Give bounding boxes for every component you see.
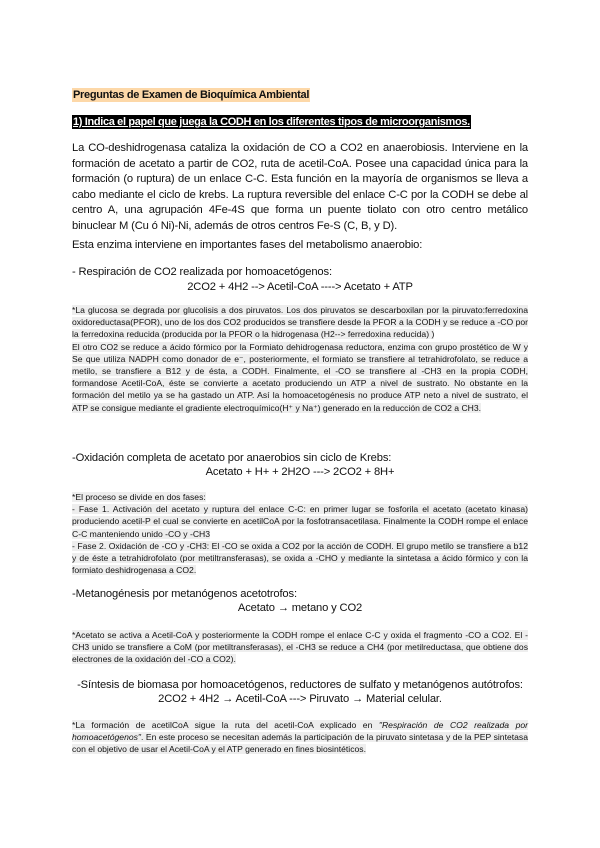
note-sintesis	[72, 719, 528, 756]
phases-intro: Esta enzima interviene en importantes fases del metabolismo anaerobio:	[72, 239, 423, 251]
equation-oxidacion: Acetato + H+ + 2H2O ---> 2CO2 + 8H+	[205, 466, 395, 478]
intro-paragraph: La CO-deshidrogenasa cataliza la oxidación de CO a CO2 en anaerobiosis. Interviene en la formación de acetato a partir de CO2, ruta de acetil-CoA. Posee una capacidad única para la formación (o ruptura) de un enlace C-C. Esta función en la mayoría de organismos se lleva a cabo mediante el ciclo de krebs. La ruptura reversible del enlace C-C por la CODH se debe al centro A, una agrupación 4Fe-4S que forma un puente tiolato con otro centro metálico binuclear M (Cu ó Ni)-Ni, además de otros centros Fe-S (C, B, y D).	[72, 142, 528, 232]
note-text: *La glucosa se degrada por glucolisis a dos piruvatos. Los dos piruvatos se descarboxilan por la piruvato:ferredoxina oxidoreductasa(PFOR), uno de los dos CO2 producidos se transfiere desde la PFOR a la CODH y se reduce a -CO por la ferredoxina reducida (producida por la PFOR o la hidrogenasa (H2--> ferredoxina reducida) )	[72, 305, 528, 340]
note-text: *La formación de acetilCoA sigue la ruta del acetil-CoA explicado en	[72, 720, 379, 730]
document-title: Preguntas de Examen de Bioquímica Ambiental	[73, 89, 310, 101]
section-heading-respiracion: - Respiración de CO2 realizada por homoacetógenos:	[72, 266, 332, 278]
equation-sintesis: 2CO2 + 4H2 → Acetil-CoA ---> Piruvato → Material celular.	[158, 693, 442, 705]
note-reference: "Respiración de CO2 realizada por homoacetógenos"	[72, 720, 528, 743]
note-text: *Acetato se activa a Acetil-CoA y posteriormente la CODH rompe el enlace C-C y oxida el fragmento -CO a CO2. El -CH3 unido se transfiere a CoM (por metiltransferasas), el -CH3 se reduce a CH4 (por metilreductasa, que obtiene dos electrones de la oxidación del -CO a CO2).	[72, 630, 528, 665]
section-heading-oxidacion: -Oxidación completa de acetato por anaerobios sin ciclo de Krebs:	[72, 452, 392, 464]
note-text: - Fase 1. Activación del acetato y ruptura del enlace C-C: en primer lugar se fosforila el acetato (acetato kinasa) produciendo acetil-P el cual se convierte en acetilCoA por la fosfotransacetilasa. Finalmente la CODH rompe el enlace C-C manteniendo unido -CO y -CH3	[72, 504, 528, 539]
question-heading: 1) Indica el papel que juega la CODH en los diferentes tipos de microorganismos.	[73, 116, 470, 128]
note-metanogenesis	[72, 629, 528, 666]
note-text: - Fase 2. Oxidación de -CO y -CH3: El -CO se oxida a CO2 por la acción de CODH. El grupo metilo se transfiere a b12 y de éste a tetrahidrofolato (por metiltransferasas), se oxida a -CHO y mediante la sintetasa a ácido fórmico y con la formiato deshidrogenasa a CO2.	[72, 540, 528, 576]
note-text: . En este proceso se necesitan además la participación de la piruvato sintetasa y de la PEP sintetasa con el objetivo de usar el Acetil-CoA y el ATP generado en fines biosintéticos.	[72, 732, 528, 755]
note-oxidacion	[72, 491, 528, 576]
note-text: *El proceso se divide en dos fases:	[72, 492, 206, 502]
section-heading-metanogenesis: -Metanogénesis por metanógenos acetotrofos:	[72, 588, 297, 600]
equation-metanogenesis: Acetato → metano y CO2	[237, 602, 363, 614]
note-text: El otro CO2 se reduce a ácido fórmico por la Formiato dehidrogenasa reductora, enzima con grupo prostético de W y Se que utiliza NADPH como donador de e⁻, posteriormente, el formiato se transfiere al tetrahidrofolato, se reduce a metilo, se transfiere a B12 y de ésta, a CODH. Finalmente, el -CO se transfiere al -CH3 en la propia CODH, formandose Acetil-CoA, éste se convierte a acetato produciendo un ATP a nivel de sustrato. No obstante en la formación del metilo ya se ha gastado un ATP. Así la homoacetogénesis no produce ATP neto a nivel de sustrato, el ATP se consigue mediante el gradiente electroquímico(H⁺ y Na⁺) generado en la reducción de CO2 a CH3.	[72, 341, 528, 413]
note-respiracion	[72, 304, 528, 414]
equation-respiracion: 2CO2 + 4H2 --> Acetil-CoA ----> Acetato + ATP	[187, 281, 413, 293]
section-heading-sintesis: -Síntesis de biomasa por homoacetógenos, reductores de sulfato y metanógenos autótrofos:	[77, 679, 523, 691]
